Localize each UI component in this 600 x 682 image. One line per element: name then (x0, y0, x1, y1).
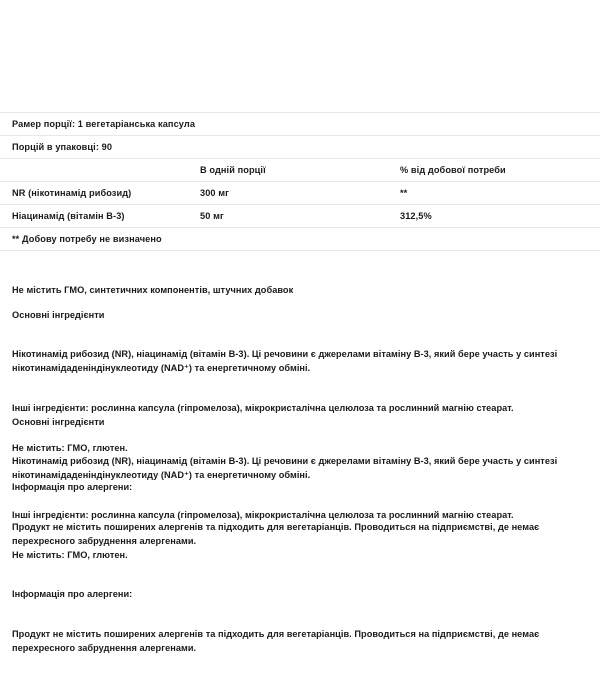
serving-size-label: Рамер порції: 1 вегетаріанська капсула (12, 119, 196, 129)
nutrient-name: Ніацинамід (вітамін B-3) (12, 211, 125, 221)
column-header-amount-per-serving: В одній порції (200, 165, 266, 175)
table-row-footnote (0, 228, 600, 251)
table-row (0, 182, 600, 205)
supplement-facts-table (0, 112, 600, 251)
nutrient-daily-value: ** (400, 188, 408, 198)
ingredients-heading: Основні інгредієнти (12, 416, 105, 427)
nutrient-amount: 50 мг (200, 211, 224, 221)
allergen-heading: Інформація про алергени: (12, 482, 133, 493)
table-row-servings-per-container (0, 136, 600, 159)
column-header-percent-daily-value: % від добової потреби (400, 165, 506, 175)
free-from-text: Не містить: ГМО, глютен. (12, 442, 128, 453)
daily-value-footnote: ** Добову потребу не визначено (12, 234, 162, 244)
allergen-text: Продукт не містить поширених алергенів та підходить для вегетаріанців. Проводиться на підприємстві, де немає перехресного забруднення алергенами. (12, 629, 542, 653)
table-row-serving-size (0, 113, 600, 136)
ingredients-heading: Основні інгредієнти (12, 309, 105, 320)
other-ingredients-text: Інші інгредієнти: рослинна капсула (гіпромелоза), мікрокристалічна целюлоза та рослинний магнію стеарат. (12, 509, 514, 520)
nutrient-daily-value: 312,5% (400, 211, 432, 221)
other-ingredients-text: Інші інгредієнти: рослинна капсула (гіпромелоза), мікрокристалічна целюлоза та рослинний магнію стеарат. (12, 402, 514, 413)
column-header-name (0, 159, 200, 182)
free-from-text: Не містить: ГМО, глютен. (12, 549, 128, 560)
ingredient-block-2 (12, 389, 590, 682)
table-header-row (0, 159, 600, 182)
main-ingredients-text: Нікотинамід рибозид (NR), ніацинамід (вітамін B-3). Ці речовини є джерелами вітаміну B-3, який бере участь у синтезі нікотинамідаденіндінуклеотиду (NAD⁺) та енергетичному обміні. (12, 349, 560, 373)
no-gmo-claim-text: Не містить ГМО, синтетичних компонентів, штучних добавок (12, 284, 294, 295)
nutrient-name: NR (нікотинамід рибозид) (12, 188, 132, 198)
allergen-text: Продукт не містить поширених алергенів та підходить для вегетаріанців. Проводиться на підприємстві, де немає перехресного забруднення алергенами. (12, 522, 542, 546)
table-row (0, 205, 600, 228)
servings-per-container-label: Порцій в упаковці: 90 (12, 142, 113, 152)
allergen-heading: Інформація про алергени: (12, 589, 133, 600)
nutrient-amount: 300 мг (200, 188, 230, 198)
main-ingredients-text: Нікотинамід рибозид (NR), ніацинамід (вітамін B-3). Ці речовини є джерелами вітаміну B-3, який бере участь у синтезі нікотинамідаденіндінуклеотиду (NAD⁺) та енергетичному обміні. (12, 456, 560, 480)
